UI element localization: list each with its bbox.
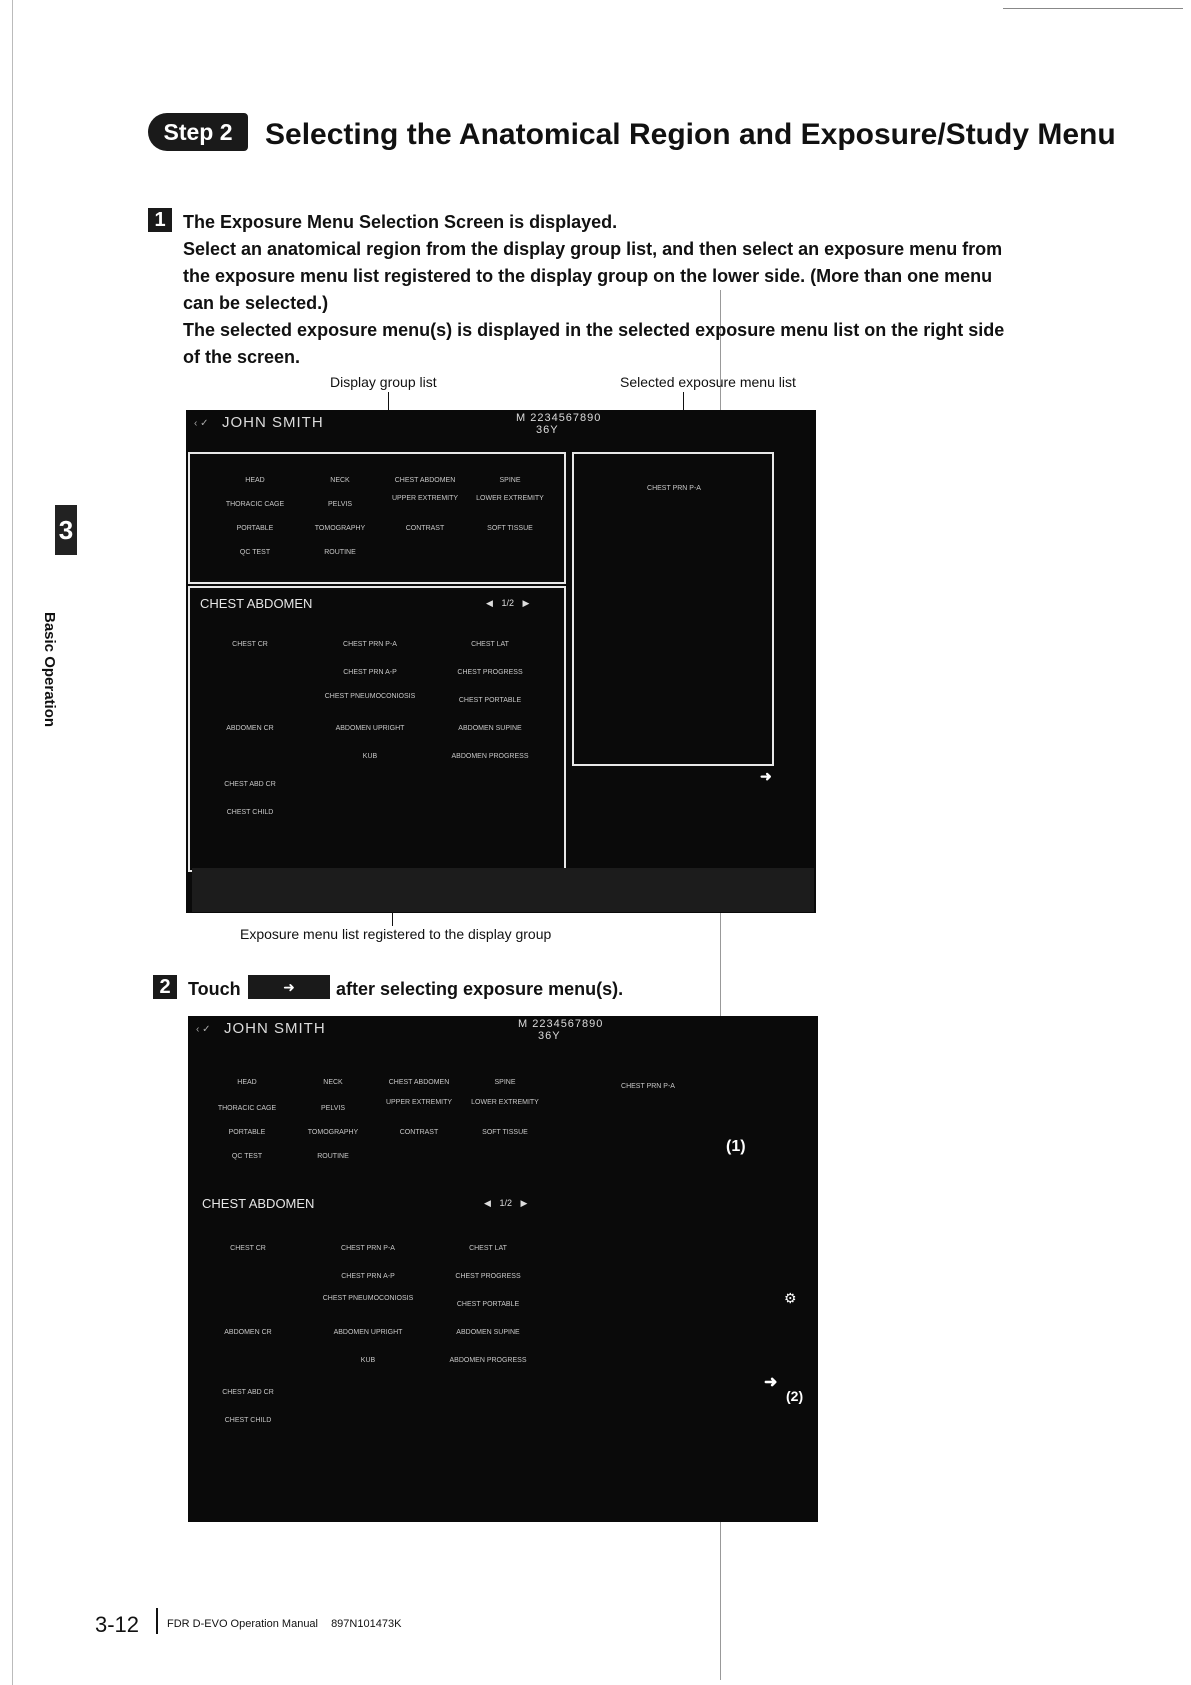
menu-chest-portable[interactable]: CHEST PORTABLE xyxy=(456,1301,520,1308)
chapter-tab: 3 xyxy=(55,505,77,555)
callout-1: (1) xyxy=(726,1138,746,1155)
menu-abdomen-progress[interactable]: ABDOMEN PROGRESS xyxy=(451,753,529,760)
group-pelvis[interactable]: PELVIS xyxy=(328,501,352,508)
menu-chest-abd-cr[interactable]: CHEST ABD CR xyxy=(224,781,276,788)
group-upper-extremity[interactable]: UPPER EXTREMITY xyxy=(391,495,459,502)
menu-chest-child[interactable]: CHEST CHILD xyxy=(224,1417,272,1424)
group-upper-extremity[interactable]: UPPER EXTREMITY xyxy=(385,1099,453,1106)
manual-name: FDR D-EVO Operation Manual xyxy=(167,1618,318,1630)
item1-line: Select an anatomical region from the display group list, and then select an exposure menu from xyxy=(183,239,1003,259)
menu-chest-child[interactable]: CHEST CHILD xyxy=(226,809,274,816)
group-qc-test[interactable]: QC TEST xyxy=(231,1153,263,1160)
item1-line: The Exposure Menu Selection Screen is displayed. xyxy=(183,212,618,232)
next-arrow-icon[interactable]: ➜ xyxy=(764,1374,778,1391)
item1-text xyxy=(183,209,1083,371)
group-routine[interactable]: ROUTINE xyxy=(324,549,356,556)
callout-2: (2) xyxy=(786,1388,804,1404)
group-title: CHEST ABDOMEN xyxy=(202,1196,315,1211)
group-thoracic-cage[interactable]: THORACIC CAGE xyxy=(217,1105,277,1112)
menu-chest-abd-cr[interactable]: CHEST ABD CR xyxy=(222,1389,274,1396)
menu-chest-cr[interactable]: CHEST CR xyxy=(232,641,268,648)
chapter-name: Basic Operation xyxy=(41,612,58,728)
group-neck[interactable]: NECK xyxy=(323,1079,343,1086)
exposure-menu-screen-2 xyxy=(188,1016,818,1522)
patient-name: JOHN SMITH xyxy=(224,1020,326,1037)
caption-exposure-list: Exposure menu list registered to the display group xyxy=(240,926,552,942)
menu-chest-portable[interactable]: CHEST PORTABLE xyxy=(458,697,522,704)
group-tomography[interactable]: TOMOGRAPHY xyxy=(314,525,366,532)
group-thoracic-cage[interactable]: THORACIC CAGE xyxy=(225,501,285,508)
page-nav xyxy=(486,598,529,609)
leader-line xyxy=(392,912,393,926)
back-icon[interactable]: ‹ ✓ xyxy=(194,418,209,429)
item-number-1: 1 xyxy=(148,208,172,232)
group-head[interactable]: HEAD xyxy=(237,1079,257,1086)
item2-touch: Touch xyxy=(188,979,241,999)
group-routine[interactable]: ROUTINE xyxy=(317,1153,349,1160)
top-rule xyxy=(1003,8,1183,9)
group-tomography[interactable]: TOMOGRAPHY xyxy=(307,1129,359,1136)
menu-chest-pneumoconiosis[interactable]: CHEST PNEUMOCONIOSIS xyxy=(322,1295,414,1302)
group-contrast[interactable]: CONTRAST xyxy=(399,1129,439,1136)
group-head[interactable]: HEAD xyxy=(245,477,265,484)
patient-age: 36Y xyxy=(538,1030,561,1042)
menu-kub[interactable]: KUB xyxy=(362,753,378,760)
next-arrow-icon[interactable]: ➜ xyxy=(760,768,772,784)
patient-name: JOHN SMITH xyxy=(222,414,324,431)
settings-icon[interactable]: ⚙ xyxy=(784,1290,797,1306)
caption-display-group: Display group list xyxy=(330,374,437,390)
patient-id: M 2234567890 xyxy=(516,412,602,424)
group-soft-tissue[interactable]: SOFT TISSUE xyxy=(487,525,533,532)
caption-selected-list: Selected exposure menu list xyxy=(620,374,796,390)
menu-chest-cr[interactable]: CHEST CR xyxy=(230,1245,266,1252)
step-badge: Step 2 xyxy=(148,113,248,151)
group-portable[interactable]: PORTABLE xyxy=(228,1129,266,1136)
menu-abdomen-cr[interactable]: ABDOMEN CR xyxy=(226,725,274,732)
item1-line: can be selected.) xyxy=(183,293,329,313)
item1-line: of the screen. xyxy=(183,347,301,367)
page-number: 1/2 xyxy=(501,598,514,608)
patient-id: M 2234567890 xyxy=(518,1018,604,1030)
exposure-menu-screen-1 xyxy=(186,410,816,913)
next-page-icon[interactable]: ▶ xyxy=(522,598,530,608)
group-neck[interactable]: NECK xyxy=(330,477,350,484)
group-portable[interactable]: PORTABLE xyxy=(236,525,274,532)
menu-chest-pneumoconiosis[interactable]: CHEST PNEUMOCONIOSIS xyxy=(324,693,416,700)
group-title: CHEST ABDOMEN xyxy=(200,596,313,611)
page-number: 1/2 xyxy=(499,1198,512,1208)
footer-divider xyxy=(156,1608,158,1634)
menu-abdomen-upright[interactable]: ABDOMEN UPRIGHT xyxy=(335,725,405,732)
status-bar xyxy=(192,868,814,912)
group-spine[interactable]: SPINE xyxy=(499,477,521,484)
manual-code: 897N101473K xyxy=(331,1618,402,1630)
menu-kub[interactable]: KUB xyxy=(360,1357,376,1364)
menu-abdomen-supine[interactable]: ABDOMEN SUPINE xyxy=(458,725,522,732)
page-number-footer: 3-12 xyxy=(95,1612,140,1637)
page-nav xyxy=(484,1198,527,1209)
next-button-icon: ➜ xyxy=(248,975,330,999)
menu-abdomen-upright[interactable]: ABDOMEN UPRIGHT xyxy=(333,1329,403,1336)
back-icon[interactable]: ‹ ✓ xyxy=(196,1024,211,1035)
menu-abdomen-supine[interactable]: ABDOMEN SUPINE xyxy=(456,1329,520,1336)
prev-page-icon[interactable]: ◀ xyxy=(486,598,493,608)
selected-menu-item[interactable]: CHEST PRN P-A xyxy=(647,485,701,492)
item1-line: the exposure menu list registered to the display group on the lower side. (More than one menu xyxy=(183,266,993,286)
menu-chest-prn-ap[interactable]: CHEST PRN A-P xyxy=(343,669,397,676)
item2-after: after selecting exposure menu(s). xyxy=(336,979,624,999)
section-title: Selecting the Anatomical Region and Exposure/Study Menu xyxy=(265,118,1116,151)
patient-age: 36Y xyxy=(536,424,559,436)
group-spine[interactable]: SPINE xyxy=(494,1079,516,1086)
display-group-list xyxy=(188,452,566,584)
menu-chest-progress[interactable]: CHEST PROGRESS xyxy=(457,669,523,676)
menu-chest-lat[interactable]: CHEST LAT xyxy=(469,1245,507,1252)
group-chest-abdomen[interactable]: CHEST ABDOMEN xyxy=(394,477,456,484)
next-page-icon[interactable]: ▶ xyxy=(520,1198,528,1208)
group-lower-extremity[interactable]: LOWER EXTREMITY xyxy=(476,495,544,502)
manual-footer xyxy=(167,1618,401,1630)
group-chest-abdomen[interactable]: CHEST ABDOMEN xyxy=(388,1079,450,1086)
menu-chest-prn-pa[interactable]: CHEST PRN P-A xyxy=(341,1245,395,1252)
menu-chest-lat[interactable]: CHEST LAT xyxy=(471,641,509,648)
group-soft-tissue[interactable]: SOFT TISSUE xyxy=(482,1129,528,1136)
group-qc-test[interactable]: QC TEST xyxy=(239,549,271,556)
prev-page-icon[interactable]: ◀ xyxy=(484,1198,491,1208)
item1-line: The selected exposure menu(s) is displayed in the selected exposure menu list on the right side xyxy=(183,320,1005,340)
item-number-2: 2 xyxy=(153,975,177,999)
exposure-menu-list xyxy=(188,586,566,872)
menu-chest-prn-ap[interactable]: CHEST PRN A-P xyxy=(341,1273,395,1280)
group-pelvis[interactable]: PELVIS xyxy=(321,1105,345,1112)
menu-chest-progress[interactable]: CHEST PROGRESS xyxy=(455,1273,521,1280)
group-lower-extremity[interactable]: LOWER EXTREMITY xyxy=(471,1099,539,1106)
menu-abdomen-cr[interactable]: ABDOMEN CR xyxy=(224,1329,272,1336)
selected-menu-item[interactable]: CHEST PRN P-A xyxy=(621,1083,675,1090)
margin-rule xyxy=(12,0,13,1685)
menu-abdomen-progress[interactable]: ABDOMEN PROGRESS xyxy=(449,1357,527,1364)
selected-exposure-list xyxy=(572,452,774,766)
menu-chest-prn-pa[interactable]: CHEST PRN P-A xyxy=(343,641,397,648)
group-contrast[interactable]: CONTRAST xyxy=(405,525,445,532)
